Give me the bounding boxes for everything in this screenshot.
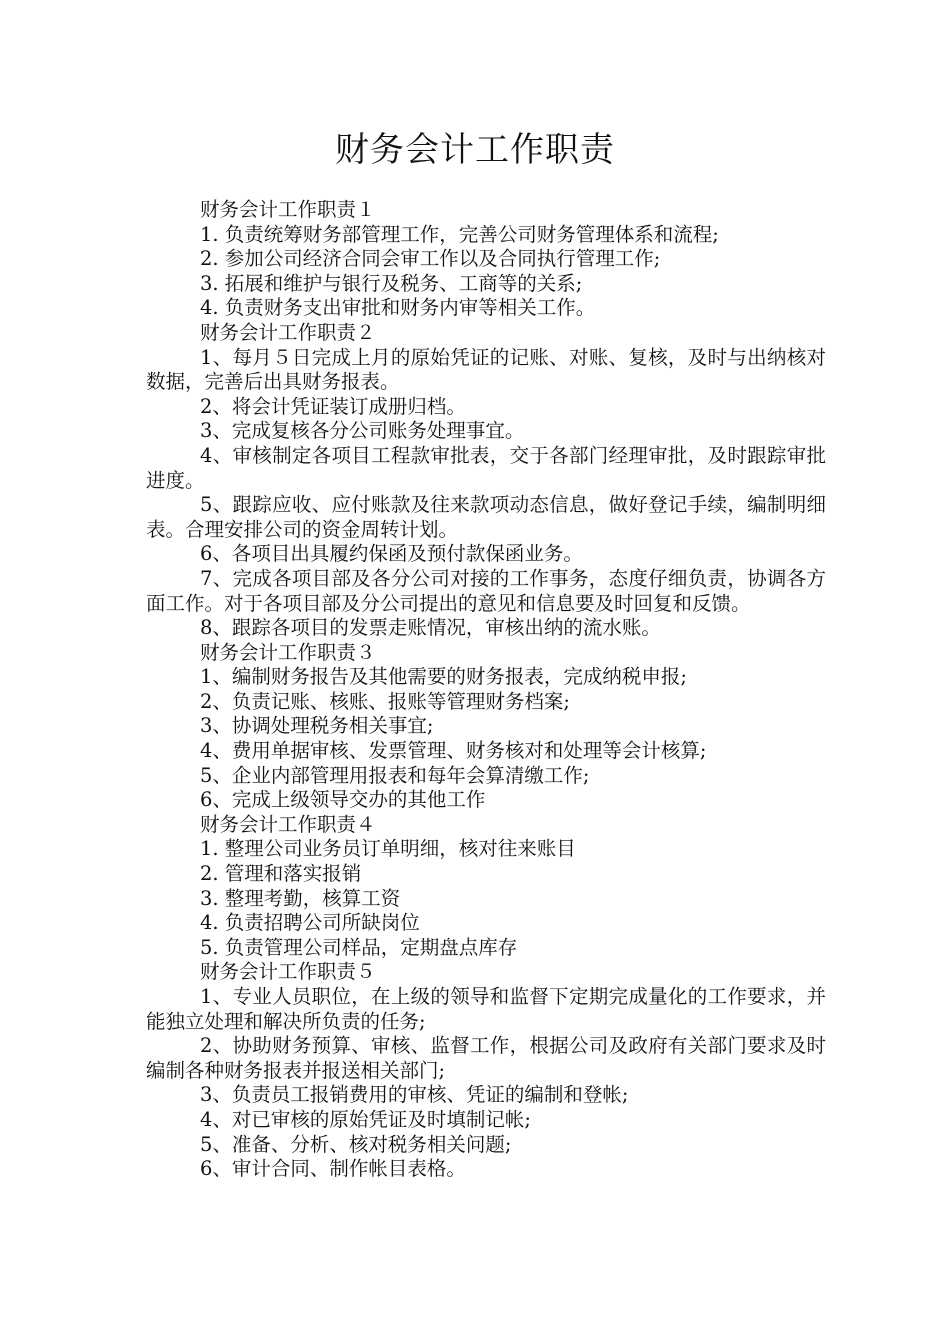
section-heading-3: 财务会计工作职责３ [200,640,376,664]
list-item: 1、每月５日完成上月的原始凭证的记账、对账、复核，及时与出纳核对数据，完善后出具财务报表。 [146,345,826,394]
list-item: 3、负责员工报销费用的审核、凭证的编制和登帐; [200,1083,629,1107]
list-item: 5、跟踪应收、应付账款及往来款项动态信息，做好登记手续，编制明细表。合理安排公司的资金周转计划。 [146,493,826,541]
list-item: 4. 负责招聘公司所缺岗位 [200,911,420,935]
list-item: 1. 整理公司业务员订单明细，核对往来账目 [200,837,576,861]
list-item: 6、完成上级领导交办的其他工作 [200,788,486,812]
list-item: 8、跟踪各项目的发票走账情况，审核出纳的流水账。 [200,616,661,640]
list-item: 2. 管理和落实报销 [200,862,362,886]
section-heading-5: 财务会计工作职责５ [200,960,376,984]
list-item: 4、审核制定各项目工程款审批表，交于各部门经理审批，及时跟踪审批进度。 [146,443,826,492]
list-item: 3. 整理考勤，核算工资 [200,886,401,910]
list-item: 1、编制财务报告及其他需要的财务报表，完成纳税申报; [200,665,687,689]
list-item: 1、专业人员职位，在上级的领导和监督下定期完成量化的工作要求，并能独立处理和解决所负责的任务; [146,985,826,1033]
list-item: 6、各项目出具履约保函及预付款保函业务。 [200,542,583,566]
list-item: 7、完成各项目部及各分公司对接的工作事务，态度仔细负责，协调各方面工作。对于各项目部及分公司提出的意见和信息要及时回复和反馈。 [146,566,826,615]
section-heading-2: 财务会计工作职责２ [200,320,376,344]
list-item: 1. 负责统筹财务部管理工作，完善公司财务管理体系和流程; [200,222,719,246]
list-item: 5、企业内部管理用报表和每年会算清缴工作; [200,763,590,787]
list-item: 3、完成复核各分公司账务处理事宜。 [200,419,525,443]
page-title: 财务会计工作职责 [335,130,615,170]
document-body [146,198,826,1182]
list-item: 3. 拓展和维护与银行及税务、工商等的关系; [200,271,583,295]
section-heading-4: 财务会计工作职责４ [200,812,376,836]
list-item: 2. 参加公司经济合同会审工作以及合同执行管理工作; [200,247,661,271]
list-item: 4、对已审核的原始凭证及时填制记帐; [200,1107,531,1131]
list-item: 2、协助财务预算、审核、监督工作，根据公司及政府有关部门要求及时编制各种财务报表并报送相关部门; [146,1034,826,1082]
list-item: 5. 负责管理公司样品，定期盘点库存 [200,935,518,959]
list-item: 2、将会计凭证装订成册归档。 [200,394,466,418]
list-item: 6、审计合同、制作帐目表格。 [200,1157,466,1181]
list-item: 5、准备、分析、核对税务相关问题; [200,1132,512,1156]
list-item: 4、费用单据审核、发票管理、财务核对和处理等会计核算; [200,739,707,763]
list-item: 4. 负责财务支出审批和财务内审等相关工作。 [200,296,596,320]
list-item: 2、负责记账、核账、报账等管理财务档案; [200,689,570,713]
section-heading-1: 财务会计工作职责１ [200,198,376,221]
list-item: 3、协调处理税务相关事宜; [200,714,434,738]
